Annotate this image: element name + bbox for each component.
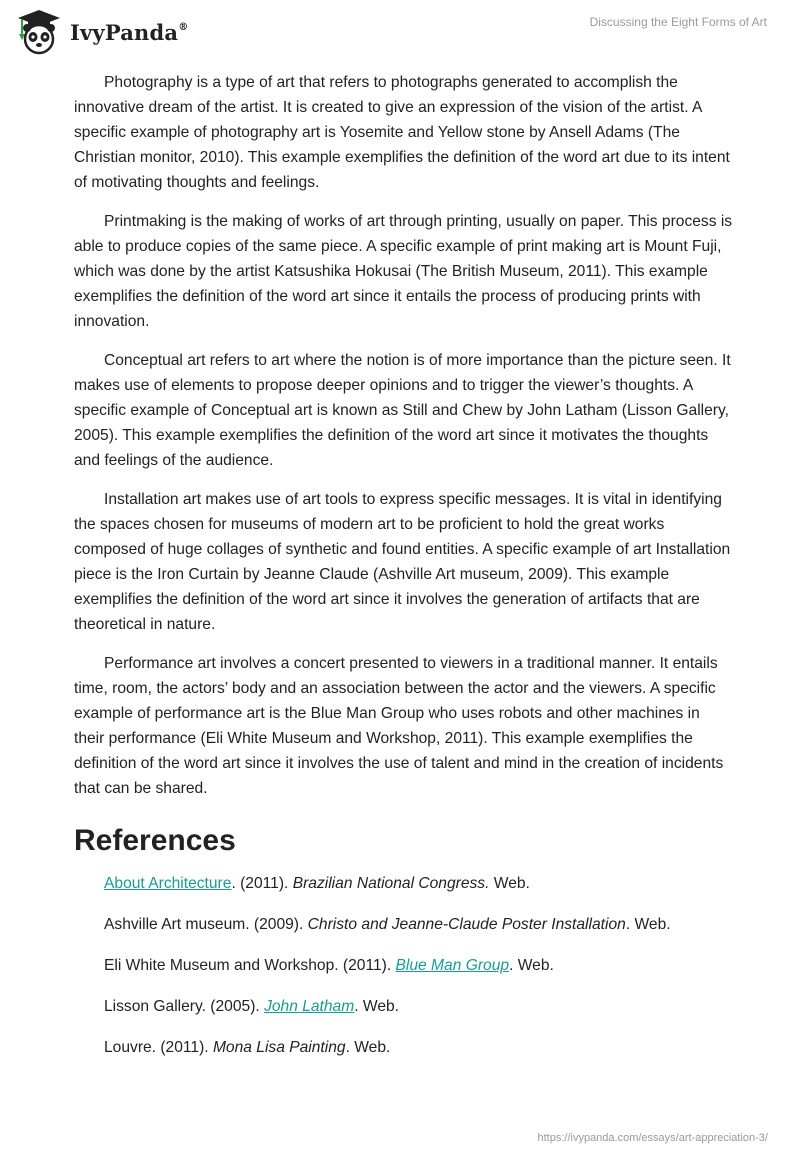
paragraph-photography: Photography is a type of art that refers to photographs generated to accomplish the innovative dream of the artist. It is created to give an expression of the vision of the artist. A specific example of photography art is Yosemite and Yellow stone by Ansell Adams (The Christian monitor, 2010). This example exemplifies the definition of the word art due to its intent of motivating thoughts and feelings. (74, 74, 730, 191)
reference-link-john-latham[interactable]: John Latham (264, 998, 355, 1015)
reference-item: Lisson Gallery. (2005). John Latham. Web. (104, 998, 400, 1015)
paragraph-installation: Installation art makes use of art tools to express specific messages. It is vital in identifying the spaces chosen for museums of modern art to be proficient to hold the great works composed of huge collages of synthetic and found entities. A specific example of art Installation piece is the Iron Curtain by Jeanne Claude (Ashville Art museum, 2009). This example exemplifies the definition of the word art since it involves the generation of artifacts that are theoretical in nature. (74, 491, 731, 633)
reference-item: Ashville Art museum. (2009). Christo and Jeanne-Claude Poster Installation. Web. (104, 916, 671, 933)
ivypanda-logo[interactable] (14, 8, 188, 56)
reference-item: Louvre. (2011). Mona Lisa Painting. Web. (104, 1039, 391, 1056)
paragraph-conceptual: Conceptual art refers to art where the notion is of more importance than the picture seen. It makes use of elements to propose deeper opinions and to trigger the viewer’s thoughts. A specific example of Conceptual art is known as Still and Chew by John Latham (Lisson Gallery, 2005). This example exemplifies the definition of the word art since it motivates the thoughts and feelings of the audience. (74, 352, 731, 469)
essay-body (74, 70, 734, 1076)
page-header (0, 0, 800, 64)
panda-graduate-icon (14, 8, 64, 56)
reference-link-about-architecture[interactable]: About Architecture (104, 875, 232, 892)
references-heading: References (74, 824, 236, 857)
document-title: Discussing the Eight Forms of Art (589, 15, 767, 29)
reference-item: Eli White Museum and Workshop. (2011). Blue Man Group. Web. (104, 957, 554, 974)
reference-link-blue-man-group[interactable]: Blue Man Group (395, 957, 510, 974)
source-url: https://ivypanda.com/essays/art-appreciation-3/ (537, 1132, 768, 1144)
paragraph-printmaking: Printmaking is the making of works of art through printing, usually on paper. This process is able to produce copies of the same piece. A specific example of print making art is Mount Fuji, which was done by the artist Katsushika Hokusai (The British Museum, 2011). This example exemplifies the definition of the word art since it entails the process of producing prints with innovation. (74, 213, 733, 330)
reference-item: About Architecture. (2011). Brazilian National Congress. Web. (104, 875, 530, 892)
paragraph-performance: Performance art involves a concert presented to viewers in a traditional manner. It entails time, room, the actors’ body and an association between the actor and the viewers. A specific example of performance art is the Blue Man Group who uses robots and other machines in their performance (Eli White Museum and Workshop, 2011). This example exemplifies the definition of the word art since it involves the use of talent and mind in the creation of incidents that can be shared. (74, 655, 724, 797)
logo-text: IvyPanda® (70, 19, 189, 45)
